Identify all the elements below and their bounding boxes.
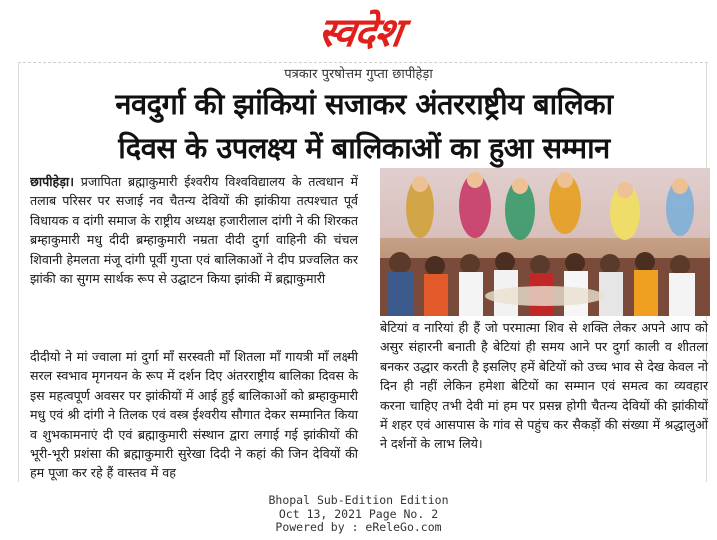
footer-date-page: Oct 13, 2021 Page No. 2	[278, 506, 439, 521]
clipping-left-rule	[18, 62, 19, 482]
event-photo	[380, 168, 710, 316]
headline	[22, 82, 706, 170]
article-para-1-rest: दीदीयो ने मां ज्वाला मां दुर्गा माँ सरस्वती माँ शितला माँ गायत्री माँ लक्ष्मी सरल स्वभाव मृगनयन के रूप में दर्शन दिए अंतरराष्ट्रीय बालिका दिवस के इस महत्वपूर्ण अवसर पर झांकीयों में आई हुई बालिकाओं को ब्रम्हाकुमारी मधु एवं श्री दांगी ने तिलक एवं वस्त्र ईश्वरीय सौगात देकर सम्मानित किया व शुभकामनाएं दी एवं ब्रह्माकुमारी संस्थान द्वारा लगाई गई झांकीयों की भूरी-भूरी प्रशंसा की ब्रह्माकुमारी सुरेखा दिदी ने कहां की जिन देवियों की हम पूजा कर रहे हैं वास्तव में वह	[30, 349, 358, 481]
footer-powered-by: Powered by : eReleGo.com	[275, 520, 442, 534]
article-column-2	[380, 318, 708, 454]
article-para-2: बेटियां व नारियां ही हैं जो परमात्मा शिव से शक्ति लेकर अपने आप को असुर संहारनी बनाती है बेटियां ही समय आने पर दुर्गा काली व शीतला बनकर उद्धार करती है इसलिए हमें बेटियों को उच्च भाव से देख केवल नो दिन ही नहीं लेकिन हमेशा बेटियों का सम्मान एवं समत्व का व्यवहार करना चाहिए तभी देवी मां हम पर प्रसन्न होगी चैतन्य देवियों की झांकीयों में शहर एवं आसपास के गांव से पहुंच कर सैकड़ों की संख्या में श्रद्धालुओं ने दर्शनों के लाभ लिये।	[380, 320, 708, 452]
headline-line-2: दिवस के उपलक्ष्य में बालिकाओं का हुआ सम्मान	[118, 131, 610, 165]
article-para-1-lead: प्रजापिता ब्रह्माकुमारी ईश्वरीय विश्वविद्यालय के तत्वधान में तलाब परिसर पर सजाई नव चैतन्य देवियों की झांकीया तत्पश्चात पूर्व विधायक व दांगी समाज के राष्ट्रीय अध्यक्ष हजारीलाल दांगी ने की शिरकत ब्रम्हाकुमारी मधु दीदी ब्रम्हाकुमारी नम्रता दीदी दुर्गा वाहिनी की चंचल शिवानी हेमलता मंजू दांगी पूर्वी गुप्ता एवं बालिकाओं ने दीप प्रज्वलित कर झांकी का सुगम सार्थक रूप से उद्घाटन किया झांकी में ब्रह्माकुमारी	[30, 174, 358, 287]
article-photo	[380, 168, 710, 316]
clipping-edge	[18, 62, 708, 63]
article-column-1-bottom	[30, 347, 358, 483]
headline-line-1: नवदुर्गा की झांकियां सजाकर अंतरराष्ट्रीय बालिका	[115, 87, 613, 121]
byline: पत्रकार पुरषोत्तम गुप्ता छापीहेड़ा	[284, 67, 433, 82]
article-column-1-top	[30, 172, 358, 346]
footer-edition: Bhopal Sub-Edition Edition	[268, 493, 449, 507]
newspaper-logo: स्वदेश	[315, 10, 405, 56]
dateline: छापीहेड़ा।	[30, 174, 74, 189]
edition-footer	[0, 494, 717, 535]
